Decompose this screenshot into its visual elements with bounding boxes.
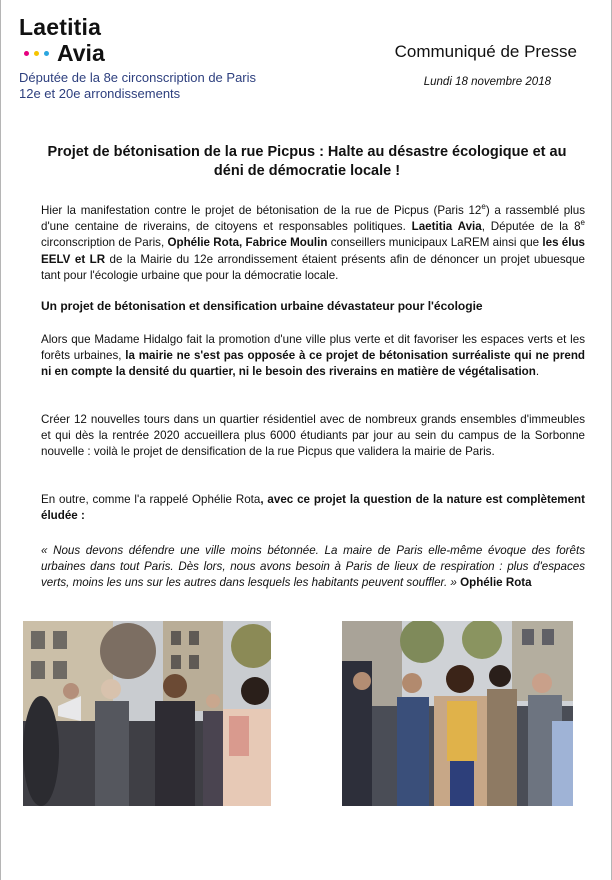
photo-demonstration-left	[23, 621, 271, 806]
logo-dots	[24, 51, 49, 56]
logo-subtitle-line1: Députée de la 8e circonscription de Paris	[19, 70, 257, 85]
paragraph-hidalgo: Alors que Madame Hidalgo fait la promotion d'une ville plus verte et dit favoriser les espaces verts et les forêts urbaines, la mairie ne s'est pas opposée à ce projet de bétonisation surréaliste qui ne prend ni en compte la densité du quartier, ni le besoin des riverains en matière de végétalisation.	[41, 333, 585, 379]
photo-demonstration-right	[342, 621, 573, 806]
quote-author: Ophélie Rota	[460, 576, 532, 590]
logo-last-name: Avia	[57, 40, 105, 66]
paragraph-nature: En outre, comme l'a rappelé Ophélie Rota, avec ce projet la question de la nature est complètement éludée :	[41, 493, 585, 523]
logo-dot-blue	[44, 51, 49, 56]
paragraph-towers: Créer 12 nouvelles tours dans un quartier résidentiel avec de nombreux grands ensembles d'immeubles et qui dès la rentrée 2020 accueillera plus 6000 étudiants par jour au sein du campus de la Sorbonne nouvelle : voilà le projet de densification de la rue Picpus que validera la mairie de Paris.	[41, 413, 585, 459]
quote: « Nous devons défendre une ville moins bétonnée. La maire de Paris elle-même évoque des forêts urbaines dans tout Paris. Dès lors, nous avons besoin à Paris de lieux de respiration : plus d'espaces verts, moins les uns sur les autres dans lesquels les habitants peuvent souffler. » Ophélie Rota	[41, 544, 585, 590]
logo	[19, 14, 349, 102]
section-heading: Un projet de bétonisation et densification urbaine dévastateur pour l'écologie	[41, 299, 483, 313]
logo-subtitle-line2: 12e et 20e arrondissements	[19, 86, 181, 101]
logo-first-name: Laetitia	[19, 14, 102, 40]
logo-dot-pink	[24, 51, 29, 56]
headline: Projet de bétonisation de la rue Picpus : Halte au désastre écologique et au déni de démocratie locale !	[47, 144, 567, 179]
press-release-date: Lundi 18 novembre 2018	[423, 76, 551, 88]
logo-dot-yellow	[34, 51, 39, 56]
press-release-title: Communiqué de Presse	[394, 42, 577, 61]
paragraph-intro: Hier la manifestation contre le projet de bétonisation de la rue de Picpus (Paris 12e) a rassemblé plus d'une centaine de riverains, de citoyens et responsables politiques. Laetitia Avia, Députée de la 8e circonscription de Paris, Ophélie Rota, Fabrice Moulin conseillers municipaux LaREM ainsi que les élus EELV et LR de la Mairie du 12e arrondissement étaient présents afin de dénoncer un projet ubuesque tant pour l'écologie urbaine que pour la démocratie locale.	[41, 202, 586, 282]
